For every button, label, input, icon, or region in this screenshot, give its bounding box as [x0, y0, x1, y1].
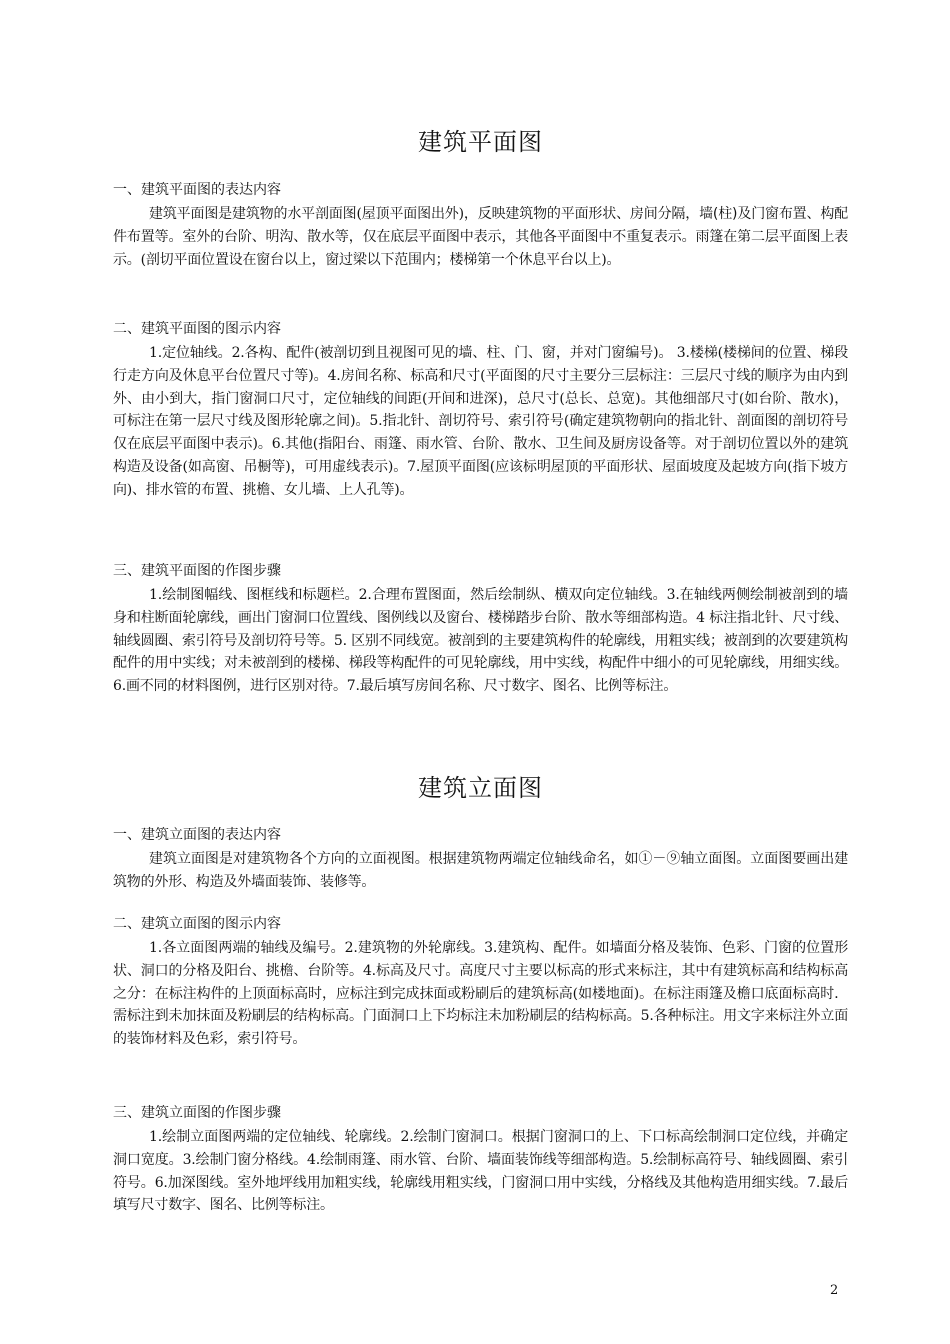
emphasis-text: 外墙面装饰、装修	[237, 873, 348, 890]
body-text: 。6.画不同的材料图例，进行区别对待。7.最后填写房间名称、尺寸数字、图名、比例等标注。	[113, 655, 848, 695]
section1-heading-1: 一、建筑平面图的表达内容	[113, 182, 281, 198]
section2-heading-3: 三、建筑立面图的作图步骤	[113, 1105, 281, 1121]
emphasis-text: 平面形状、房间分隔，墙(柱)	[560, 206, 738, 222]
emphasis-text: 休息平台	[182, 367, 239, 384]
page-number: 2	[830, 1283, 839, 1298]
body-text: 建筑平面图是建筑物的水平剖面图(屋顶平面图出外)，反映建筑物的	[149, 206, 561, 222]
body-text: 。高度尺寸主要以标高的形式来标注，其中有建筑标高和结构标高之分：在标注构件的上顶面标高时，应标注到完成抹面或粉刷后的建筑标高(如楼地面)。在标注雨篷及檐口底面标高时．需标注到未加抹面及粉刷层的结构标高。门面洞口上下均标注未加粉刷层的结构标高。5.各种	[113, 962, 848, 1025]
section1-title: 建筑平面图	[418, 128, 543, 156]
body-text: (被剖切到且视图可见的	[314, 345, 459, 361]
emphasis-text: 台阶、明沟、散水	[223, 228, 335, 245]
emphasis-text: 中实线	[168, 655, 211, 672]
emphasis-text: 楼梯	[689, 345, 718, 361]
body-text: 及	[597, 436, 612, 453]
emphasis-text: 墙、柱、门、窗	[458, 345, 556, 361]
body-text: 。3.	[470, 940, 498, 956]
body-text: 。2.建筑物的	[330, 940, 414, 956]
section1-paragraph-1	[113, 203, 848, 271]
emphasis-text: 细实线	[751, 1174, 794, 1191]
body-text: ，轮廓线用	[376, 1174, 446, 1191]
body-text: )。 3.	[653, 345, 690, 361]
body-text: 及	[717, 458, 732, 475]
body-text: (楼梯间的	[717, 345, 779, 361]
body-text: 1.各立面图两端的	[149, 940, 261, 956]
emphasis-text: 墙面分格	[609, 940, 666, 956]
body-text: 及	[665, 940, 680, 956]
body-text: 的布置、	[187, 481, 243, 498]
emphasis-text: 位置	[778, 345, 807, 361]
body-text: 及	[223, 873, 238, 890]
emphasis-text: 外轮廓线	[413, 940, 471, 956]
section1-heading-3: 三、建筑平面图的作图步骤	[113, 563, 281, 579]
section2-paragraph-1	[113, 848, 848, 894]
section2-title: 建筑立面图	[418, 774, 543, 802]
body-text: 及	[168, 367, 183, 384]
body-text: 1.	[149, 345, 162, 361]
section2-heading-2: 二、建筑立面图的图示内容	[113, 916, 281, 932]
emphasis-text: 雨篷	[695, 228, 724, 245]
body-text: 和	[438, 367, 453, 384]
body-text: 及	[210, 962, 225, 979]
body-text: 等。4.	[335, 962, 376, 979]
body-text: ，并对	[555, 345, 598, 361]
emphasis-text: 挑檐、女儿墙、上人孔	[242, 481, 381, 498]
emphasis-text: 各构、配件	[244, 345, 315, 361]
body-text: 等。对于剖切位置以外的建筑构造及设备(如高窗、吊橱等)，可用虚线表示)。7.屋顶平面图(应该标明屋顶的	[113, 436, 848, 475]
emphasis-text: 定位轴线	[161, 345, 218, 361]
body-text: ；对未被剖到的楼梯、梯段等构配件的可见轮廓线，用	[210, 655, 543, 672]
section1-paragraph-2	[113, 342, 848, 502]
emphasis-text: 起坡方向	[731, 458, 788, 475]
emphasis-text: 建筑构、配件	[497, 940, 582, 956]
body-text: (指下坡方向)、	[113, 458, 849, 498]
emphasis-text: 排水管	[145, 481, 188, 498]
emphasis-text: 指北针、剖切符号、索引符号	[382, 413, 564, 430]
section2-paragraph-3	[113, 1126, 848, 1217]
emphasis-text: 粗实线	[668, 632, 710, 649]
section2-heading-1: 一、建筑立面图的表达内容	[113, 827, 281, 843]
emphasis-text: 装饰、色彩、门窗的位置形状、洞口的分格	[113, 940, 848, 979]
body-text: 等，仅在底层平面图中表示，其他各平面图中不重复表示。	[334, 228, 696, 245]
emphasis-text: 门窗编号	[597, 345, 654, 361]
body-text: 。用文字来标注外立面的装饰材料及色彩，索引符号。	[113, 1008, 848, 1048]
body-text: (确定建筑物朝向的指北针、剖面图的剖切符号仅在底层平面图中表示)。6.其他(指	[113, 413, 848, 453]
body-text: 等)。	[380, 481, 414, 498]
body-text: 。7.最后填写尺寸数字、图名、比例等标注。	[113, 1174, 848, 1214]
emphasis-text: 中实线	[570, 1174, 613, 1191]
body-text: 、梯段	[806, 345, 849, 361]
emphasis-text: 厨房设备	[611, 436, 667, 453]
emphasis-text: 中实线	[542, 655, 585, 672]
body-text: 位置尺寸等)。4.	[238, 367, 341, 384]
body-text: ，构配件中细小的可见轮廓线，用	[584, 655, 793, 672]
section1-heading-2: 二、建筑平面图的图示内容	[113, 321, 281, 337]
emphasis-text: 房间名称、标高	[340, 367, 439, 384]
section2-paragraph-2	[113, 937, 848, 1051]
section1-paragraph-3	[113, 584, 848, 698]
body-text: 1.绘制立面图两端的定位轴线、轮廓线。2.绘制门窗洞口。根据门窗洞口的上、下口标高绘制洞口定位线，并确定洞口宽度。3.绘制门窗分格线。4.绘制雨篷、雨水管、台阶、墙面装饰线等细部构造。5.绘制标高符号、轴线圆圈、索引符号。6.加深图线。室外地坪线用	[113, 1129, 848, 1191]
body-text: (平面图的尺寸主要分三层标注：三层尺寸线的顺序为由内到外、由小到大，指门窗洞口尺寸，定位轴线的间距(开间和进深)，总尺寸(总长、总宽)。其他细部尺寸(如台阶、散水)，可标注在第一层尺寸线及图形轮廓之间)。5.	[113, 367, 848, 430]
body-text: ；被剖到的次要建筑构配件的用	[113, 632, 849, 672]
body-text: 。2.	[217, 345, 245, 361]
body-text: 等。	[347, 873, 376, 890]
emphasis-text: 加粗实线	[320, 1174, 377, 1191]
emphasis-text: 标注	[681, 1008, 710, 1025]
emphasis-text: 平面形状、屋面坡度	[592, 458, 718, 475]
emphasis-text: 阳台、雨篷、雨水管、台阶、散水、卫生间	[332, 436, 598, 453]
body-text: 及	[737, 206, 752, 222]
body-text: 等。室外的	[154, 228, 224, 245]
emphasis-text: 标高及尺寸	[375, 962, 446, 979]
body-text: 。如	[581, 940, 610, 956]
emphasis-text: 外形、构造	[154, 873, 224, 890]
body-text: 在第二层平面图上表示。(剖切平面位置设在窗台以上，窗过梁以下范围内；楼梯第一个休息平台以上)。	[113, 228, 848, 268]
emphasis-text: 粗实线	[445, 1174, 488, 1191]
emphasis-text: 轴线及编号	[260, 940, 331, 956]
emphasis-text: 阳台、挑檐、台阶	[224, 962, 336, 979]
emphasis-text: 细实线	[792, 655, 835, 672]
emphasis-text: 门窗布置、构配件布置	[113, 206, 848, 245]
body-text: 建筑立面图是对建筑物各个方向的立面视图。根据建筑物两端定位轴线命名，如①－⑨轴立面图。立面图要画出建筑物的	[113, 851, 848, 890]
body-text: ，门窗洞口用	[487, 1174, 571, 1191]
body-text: ，分格线及其他构造用	[612, 1174, 752, 1191]
emphasis-text: 行走方向	[113, 367, 169, 384]
emphasis-text: 尺寸	[452, 367, 481, 384]
body-text: 1.绘制图幅线、图框线和标题栏。2.合理布置图面，然后绘制纵、横双向定位轴线。3.在轴线两侧绘制被剖到的墙身和柱断面轮廓线，画出门窗洞口位置线、图例线以及窗台、楼梯踏步台阶、散水等细部构造。4 标注指北针、尺寸线、轴线圆圈、索引符号及剖切符号等。5. 区别不同线宽。被剖到的主要建筑构件的轮廓线，用	[113, 587, 848, 649]
